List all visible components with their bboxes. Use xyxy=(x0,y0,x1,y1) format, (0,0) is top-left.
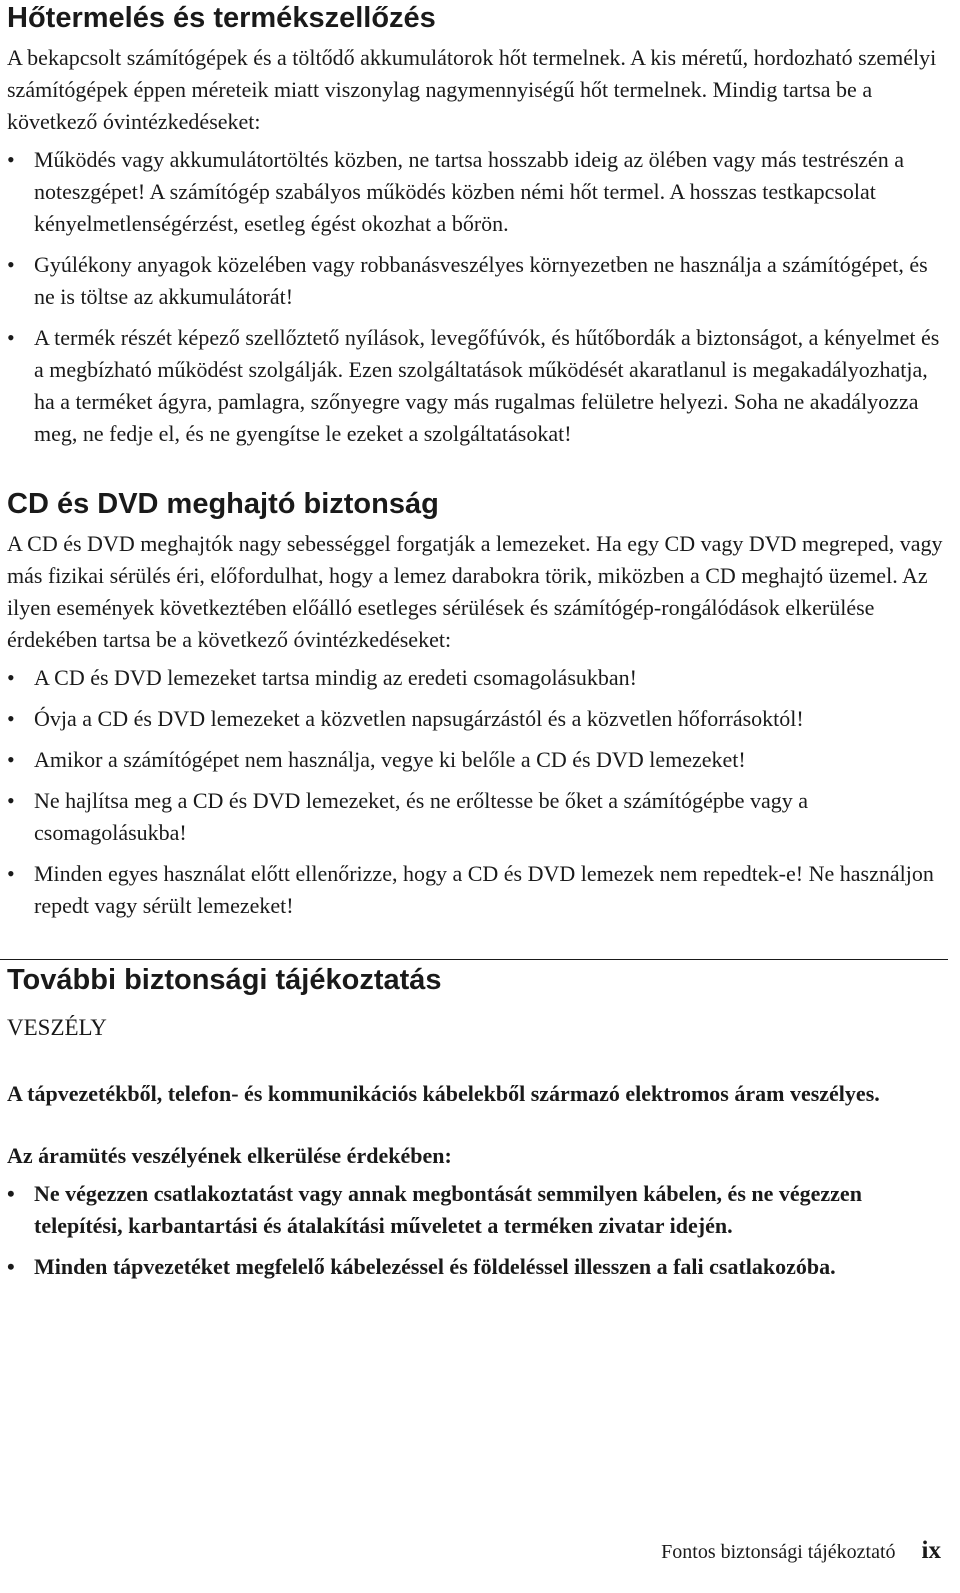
list-item: • Óvja a CD és DVD lemezeket a közvetlen napsugárzástól és a közvetlen hőforrásoktól! xyxy=(7,703,947,735)
bullet-icon: • xyxy=(7,706,15,731)
list-item: • Ne hajlítsa meg a CD és DVD lemezeket, és ne erőltesse be őket a számítógépbe vagy a csomagolásukba! xyxy=(7,785,947,849)
heading-more-safety: További biztonsági tájékoztatás xyxy=(7,964,442,996)
list-item: • Minden tápvezetéket megfelelő kábelezéssel és földeléssel illesszen a fali csatlakozóba. xyxy=(7,1251,947,1283)
bullet-icon: • xyxy=(7,325,15,350)
danger-label: VESZÉLY xyxy=(7,1015,107,1040)
bullet-icon: • xyxy=(7,788,15,813)
bullet-icon: • xyxy=(7,1254,15,1279)
list-item: • Működés vagy akkumulátortöltés közben, ne tartsa hosszabb ideig az ölében vagy más testrészén a noteszgépet! A számítógép szabályos működés közben némi hőt termel. A hosszas testkapcsolat kényelmetlenségérzést, esetleg égést okozhat a bőrön. xyxy=(7,144,947,240)
cd-list xyxy=(7,662,947,922)
heat-intro: A bekapcsolt számítógépek és a töltődő akkumulátorok hőt termelnek. A kis méretű, hordozható személyi számítógépek éppen méreteik miatt viszonylag nagymennyiségű hőt termelnek. Mindig tartsa be a következő óvintézkedéseket: xyxy=(7,45,937,134)
bullet-icon: • xyxy=(7,252,15,277)
list-item: • Ne végezzen csatlakoztatást vagy annak megbontását semmilyen kábelen, és ne végezzen telepítési, karbantartási és átalakítási műveletet a terméken zivatar idején. xyxy=(7,1178,947,1242)
danger-text: A tápvezetékből, telefon- és kommunikációs kábelekből származó elektromos áram veszélyes. xyxy=(7,1081,880,1106)
cd-intro: A CD és DVD meghajtók nagy sebességgel forgatják a lemezeket. Ha egy CD vagy DVD megreped, vagy más fizikai sérülés éri, előfordulhat, hogy a lemez darabokra törik, miközben a CD meghajtó üzemel. Az ilyen események következtében előálló esetleges sérülések és számítógép-rongálódások elkerülése érdekében tartsa be a következő óvintézkedéseket: xyxy=(7,531,943,652)
heading-cd-dvd: CD és DVD meghajtó biztonság xyxy=(7,488,439,520)
bullet-icon: • xyxy=(7,747,15,772)
bullet-icon: • xyxy=(7,1181,15,1206)
page-number: ix xyxy=(921,1537,941,1564)
heat-list xyxy=(7,144,947,450)
heading-heat: Hőtermelés és termékszellőzés xyxy=(7,2,436,34)
bullet-icon: • xyxy=(7,861,15,886)
document-page xyxy=(7,0,947,1292)
list-item: • Minden egyes használat előtt ellenőrizze, hogy a CD és DVD lemezek nem repedtek-e! Ne használjon repedt vagy sérült lemezeket! xyxy=(7,858,947,922)
footer-label: Fontos biztonsági tájékoztató xyxy=(661,1541,896,1563)
list-item: • Amikor a számítógépet nem használja, vegye ki belőle a CD és DVD lemezeket! xyxy=(7,744,947,776)
bullet-icon: • xyxy=(7,665,15,690)
list-item: • A termék részét képező szellőztető nyílások, levegőfúvók, és hűtőbordák a biztonságot, a kényelmet és a megbízható működést szolgálják. Ezen szolgáltatások működését akaratlanul is megakadályozhatja, ha a terméket ágyra, pamlagra, szőnyegre vagy más rugalmas felületre helyezi. Soha ne akadályozza meg, ne fedje el, és ne gyengítse le ezeket a szolgáltatásokat! xyxy=(7,322,947,450)
list-item: • Gyúlékony anyagok közelében vagy robbanásveszélyes környezetben ne használja a számítógépet, és ne is töltse az akkumulátorát! xyxy=(7,249,947,313)
danger-list xyxy=(7,1178,947,1283)
page-footer xyxy=(661,1537,941,1565)
avoid-title: Az áramütés veszélyének elkerülése érdekében: xyxy=(7,1143,452,1168)
bullet-icon: • xyxy=(7,147,15,172)
section-divider xyxy=(0,959,948,960)
list-item: • A CD és DVD lemezeket tartsa mindig az eredeti csomagolásukban! xyxy=(7,662,947,694)
